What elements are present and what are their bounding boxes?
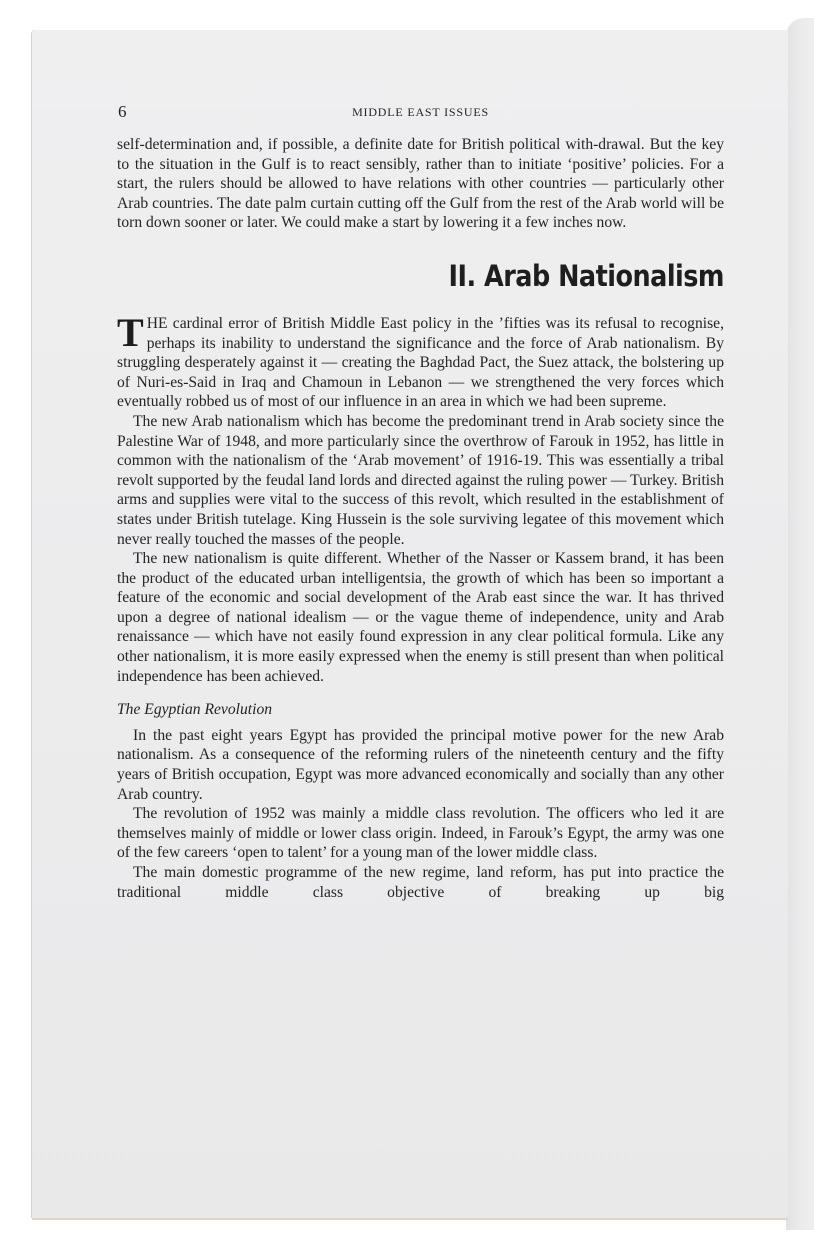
first-paragraph-text: HE cardinal error of British Middle East policy in the ’fifties was its refusal to recognise, perhaps its inability to understand the significance and the force of Arab nationalism. By struggling desperately against it — creating the Baghdad Pact, the Suez attack, the bolstering up of Nuri-es-Said in Iraq and Chamoun in Lebanon — we strengthened the very forces which eventually robbed us of most of our influence in an area in which we had been supreme. [117, 314, 724, 411]
drop-cap: T [117, 309, 144, 355]
body-paragraph: The main domestic programme of the new regime, land reform, has put into practice the traditional middle class objective of breaking up big [117, 864, 724, 901]
body-paragraph: The new Arab nationalism which has become the predominant trend in Arab society since the Palestine War of 1948, and more particularly since the overthrow of Farouk in 1952, has little in common with the nationalism of the ‘Arab movement’ of 1916-19. This was essentially a tribal revolt supported by the feudal land lords and directed against the ruling power — Turkey. British arms and supplies were vital to the success of this revolt, which resulted in the establishment of states under British tutelage. King Hussein is the sole surviving legatee of this movement which never really touched the masses of the people. [117, 412, 724, 548]
body-paragraph: The new nationalism is quite different. Whether of the Nasser or Kassem brand, it has been the product of the educated urban intelligentsia, the growth of which has been so important a feature of the economic and social development of the Arab east since the war. It has thrived upon a degree of national idealism — or the vague theme of independence, unity and Arab renaissance — which have not easily found expression in any clear political formula. Like any other nationalism, it is more easily expressed when the enemy is still present than when political independence has been achieved. [117, 550, 724, 685]
book-page [32, 30, 788, 1218]
section-first-paragraph [117, 309, 724, 412]
subsection-heading: The Egyptian Revolution [117, 701, 273, 719]
page-content [117, 102, 724, 902]
continuation-paragraph: self-determination and, if possible, a definite date for British political with-drawal. But the key to the situation in the Gulf is to react sensibly, rather than to initiate ‘positive’ policies. For a start, the rulers should be allowed to have relations with other countries — particularly other Arab countries. The date palm curtain cutting off the Gulf from the rest of the Arab world will be torn down sooner or later. We could make a start by lowering it a few inches now. [117, 136, 724, 232]
running-title: MIDDLE EAST ISSUES [352, 105, 489, 119]
body-paragraph: The revolution of 1952 was mainly a middle class revolution. The officers who led it are themselves mainly of middle or lower class origin. Indeed, in Farouk’s Egypt, the army was one of the few careers ‘open to talent’ for a young man of the lower middle class. [117, 805, 724, 862]
section-heading: II. Arab Nationalism [448, 258, 724, 293]
page-number: 6 [118, 102, 127, 121]
running-head [117, 102, 724, 128]
section-body [117, 309, 724, 686]
body-paragraph: In the past eight years Egypt has provided the principal motive power for the new Arab nationalism. As a consequence of the reforming rulers of the nineteenth century and the fifty years of British occupation, Egypt was more advanced economically and socially than any other Arab country. [117, 726, 724, 803]
next-page-edge [786, 18, 814, 1230]
